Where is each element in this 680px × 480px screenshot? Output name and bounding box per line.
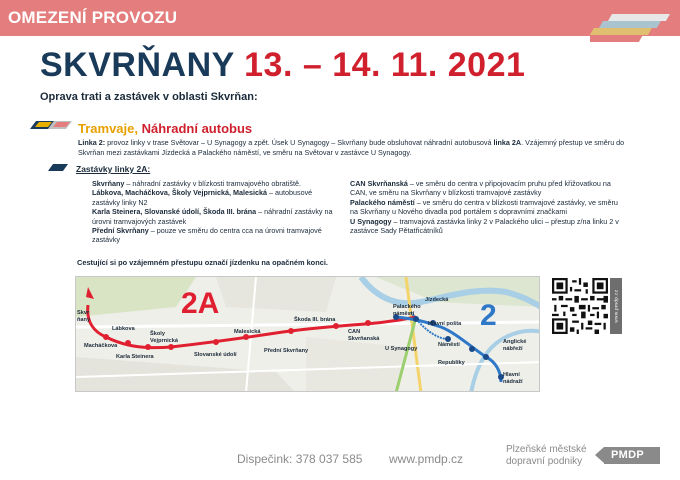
map-label-namesti: Náměstí — [438, 342, 460, 348]
stop-item — [92, 188, 337, 207]
map-label-skoly: Školy Vejprnická — [150, 331, 178, 344]
stop-desc: – autobusové zastávky linky N2 — [92, 188, 313, 207]
stop-desc: – náhradní zastávky v blízkosti tramvajového obratiště. — [124, 179, 301, 188]
line2-text2: . Vzájemný přestup ve směru do Skvrňan mezi zastávkami Jízdecká a Palackého náměstí, ve směru na Světovar v zastávce U Synagogy. — [78, 138, 625, 157]
map-stop-2a — [103, 334, 109, 340]
stop-item — [92, 179, 337, 188]
line2-line-ref: linka 2A — [493, 138, 522, 147]
stops-heading: Zastávky linky 2A: — [76, 164, 151, 174]
map-label-labkova: Lábkova — [112, 326, 135, 332]
map-line-2-label: 2 — [480, 299, 497, 332]
stops-right-column — [350, 179, 625, 235]
top-banner — [0, 0, 680, 36]
map-stop-2 — [483, 354, 489, 360]
stop-item — [350, 217, 625, 236]
tram-logo-icon — [590, 14, 672, 54]
qr-side-strip — [610, 278, 622, 334]
subtitle: Oprava trati a zastávek v oblasti Skvrňan: — [40, 91, 258, 103]
map-label-skoda: Škoda III. brána — [294, 317, 336, 323]
qr-code[interactable] — [552, 278, 608, 334]
footer-web-link[interactable]: www.pmdp.cz — [389, 452, 464, 466]
map-label-predni: Přední Skvrňany — [264, 348, 309, 354]
map-line-2a-label: 2A — [181, 287, 220, 320]
bus-icon — [48, 119, 72, 131]
line2-description — [78, 138, 638, 157]
stop-name: U Synagogy — [350, 216, 392, 226]
stop-name: Přední Skvrňany — [92, 226, 149, 236]
stop-desc: – ve směru do centra v připojovacím pruhu před křižovatkou na CAN, ve směru na Skvrňany v blízkosti tramvajové zastávky — [350, 179, 611, 198]
banner-title: OMEZENÍ PROVOZU — [8, 8, 178, 27]
map-label-anglicke: Anglické nábřeží — [503, 339, 527, 352]
map-stop-2a — [145, 344, 151, 350]
map-label-synagogy: U Synagogy — [385, 346, 418, 352]
line2-label: Linka 2: — [78, 138, 106, 147]
map-label-karla: Karla Steinera — [116, 354, 154, 360]
mode-tram: Tramvaje — [78, 121, 135, 136]
map-urban-area — [216, 277, 336, 312]
map-label-slovanske: Slovanské údolí — [194, 352, 237, 358]
footer-org-line1: Plzeňské městské — [506, 444, 587, 455]
footer-organization — [506, 444, 587, 468]
mode-title — [78, 121, 252, 136]
headline-place: SKVRŇANY — [40, 46, 235, 84]
mode-separator: , — [134, 121, 142, 136]
map-stop-2a — [168, 344, 174, 350]
map-stop-2a — [125, 340, 131, 346]
stop-desc: – pouze ve směru do centra cca na úrovni tramvajové zastávky — [92, 226, 322, 245]
footer-dispatcher: Dispečink: 378 037 585 — [237, 452, 363, 466]
stop-item — [350, 179, 625, 198]
map-label-hlavni-posta: Hlavní pošta — [428, 321, 462, 327]
map-stop-2a — [213, 339, 219, 345]
stop-item — [350, 198, 625, 217]
mode-bus: Náhradní autobus — [141, 121, 253, 136]
map-label-malesicka: Malesická — [234, 329, 261, 335]
map-label-republiky: Republiky — [438, 360, 465, 366]
stop-desc: – tramvajová zastávka linky 2 v Palackého ulici – přestup z/na linku 2 v zastávce Sady Pětatřicátníků — [350, 216, 619, 236]
map-label-jizdecka: Jízdecká — [425, 297, 449, 303]
ticket-note: Cestující si po vzájemném přestupu označí jízdenku na opačném konci. — [77, 258, 328, 267]
map-label-hlavni-nadrazi: Hlavní nádraží — [503, 372, 523, 385]
map-stop-2a — [365, 320, 371, 326]
stop-name: CAN Skvrňanská — [350, 179, 408, 188]
line2-text1: provoz linky v trase Světovar – U Synagogy a zpět. Úsek U Synagogy – Skvrňany bude obsluhovat náhradní autobusová — [105, 138, 494, 147]
stop-item — [92, 226, 337, 245]
qr-side-text: www.pmdp.cz — [613, 289, 619, 323]
map-label-can: CAN Skvrňanská — [348, 329, 380, 342]
map-stop-2a — [288, 328, 294, 334]
stop-name: Skvrňany — [92, 179, 125, 188]
map-label-skvrnany: Skvr ňany — [77, 310, 91, 323]
map-canvas — [76, 277, 540, 392]
headline — [40, 46, 525, 85]
stop-desc: – ve směru do centra v blízkosti tramvajové zastávky, ve směru na Skvrňany u Nového divadla pod portálem s dopravními značkami — [350, 197, 618, 217]
pmdp-logo — [604, 447, 660, 464]
stop-name: Karla Steinera, Slovanské údolí, Škoda III. brána — [92, 207, 257, 217]
map-label-palackeho: Palackého náměstí — [393, 304, 421, 317]
bus-small-icon — [48, 163, 68, 172]
stop-item — [92, 207, 337, 226]
route-map — [75, 276, 540, 392]
stop-desc: – náhradní zastávky na úrovni tramvajových zastávek — [92, 207, 333, 226]
map-stop-2a — [333, 323, 339, 329]
pmdp-logo-text: PMDP — [611, 449, 644, 461]
footer-org-line2: dopravní podniky — [506, 456, 583, 467]
map-label-machackova: Macháčkova — [84, 343, 118, 349]
stop-name: Palackého náměstí — [350, 197, 415, 207]
map-stop-2 — [469, 346, 475, 352]
stops-left-column — [92, 179, 337, 245]
stop-name: Lábkova, Macháčkova, Školy Vejprnická, Malesická — [92, 188, 267, 198]
headline-dates: 13. – 14. 11. 2021 — [244, 46, 526, 84]
